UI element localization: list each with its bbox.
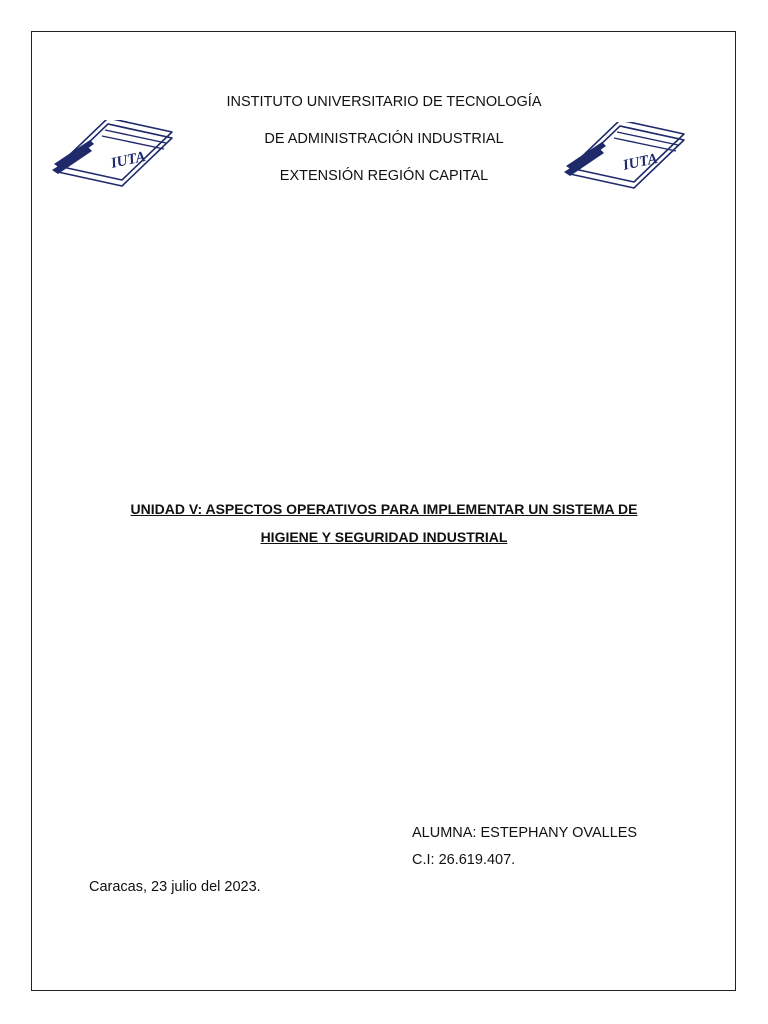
document-title-line-1: UNIDAD V: ASPECTOS OPERATIVOS PARA IMPLEMENTAR UN SISTEMA DE	[130, 501, 638, 517]
student-id: C.I: 26.619.407.	[412, 852, 516, 868]
student-name: ALUMNA: ESTEPHANY OVALLES	[412, 825, 638, 841]
logo-text-left: IUTA	[109, 148, 148, 172]
place-date: Caracas, 23 julio del 2023.	[89, 879, 261, 895]
logo-text-right: IUTA	[621, 150, 660, 174]
institution-extension: EXTENSIÓN REGIÓN CAPITAL	[279, 168, 489, 184]
institution-department: DE ADMINISTRACIÓN INDUSTRIAL	[264, 131, 504, 147]
document-title-line-2: HIGIENE Y SEGURIDAD INDUSTRIAL	[260, 529, 508, 545]
institution-name: INSTITUTO UNIVERSITARIO DE TECNOLOGÍA	[226, 94, 542, 110]
